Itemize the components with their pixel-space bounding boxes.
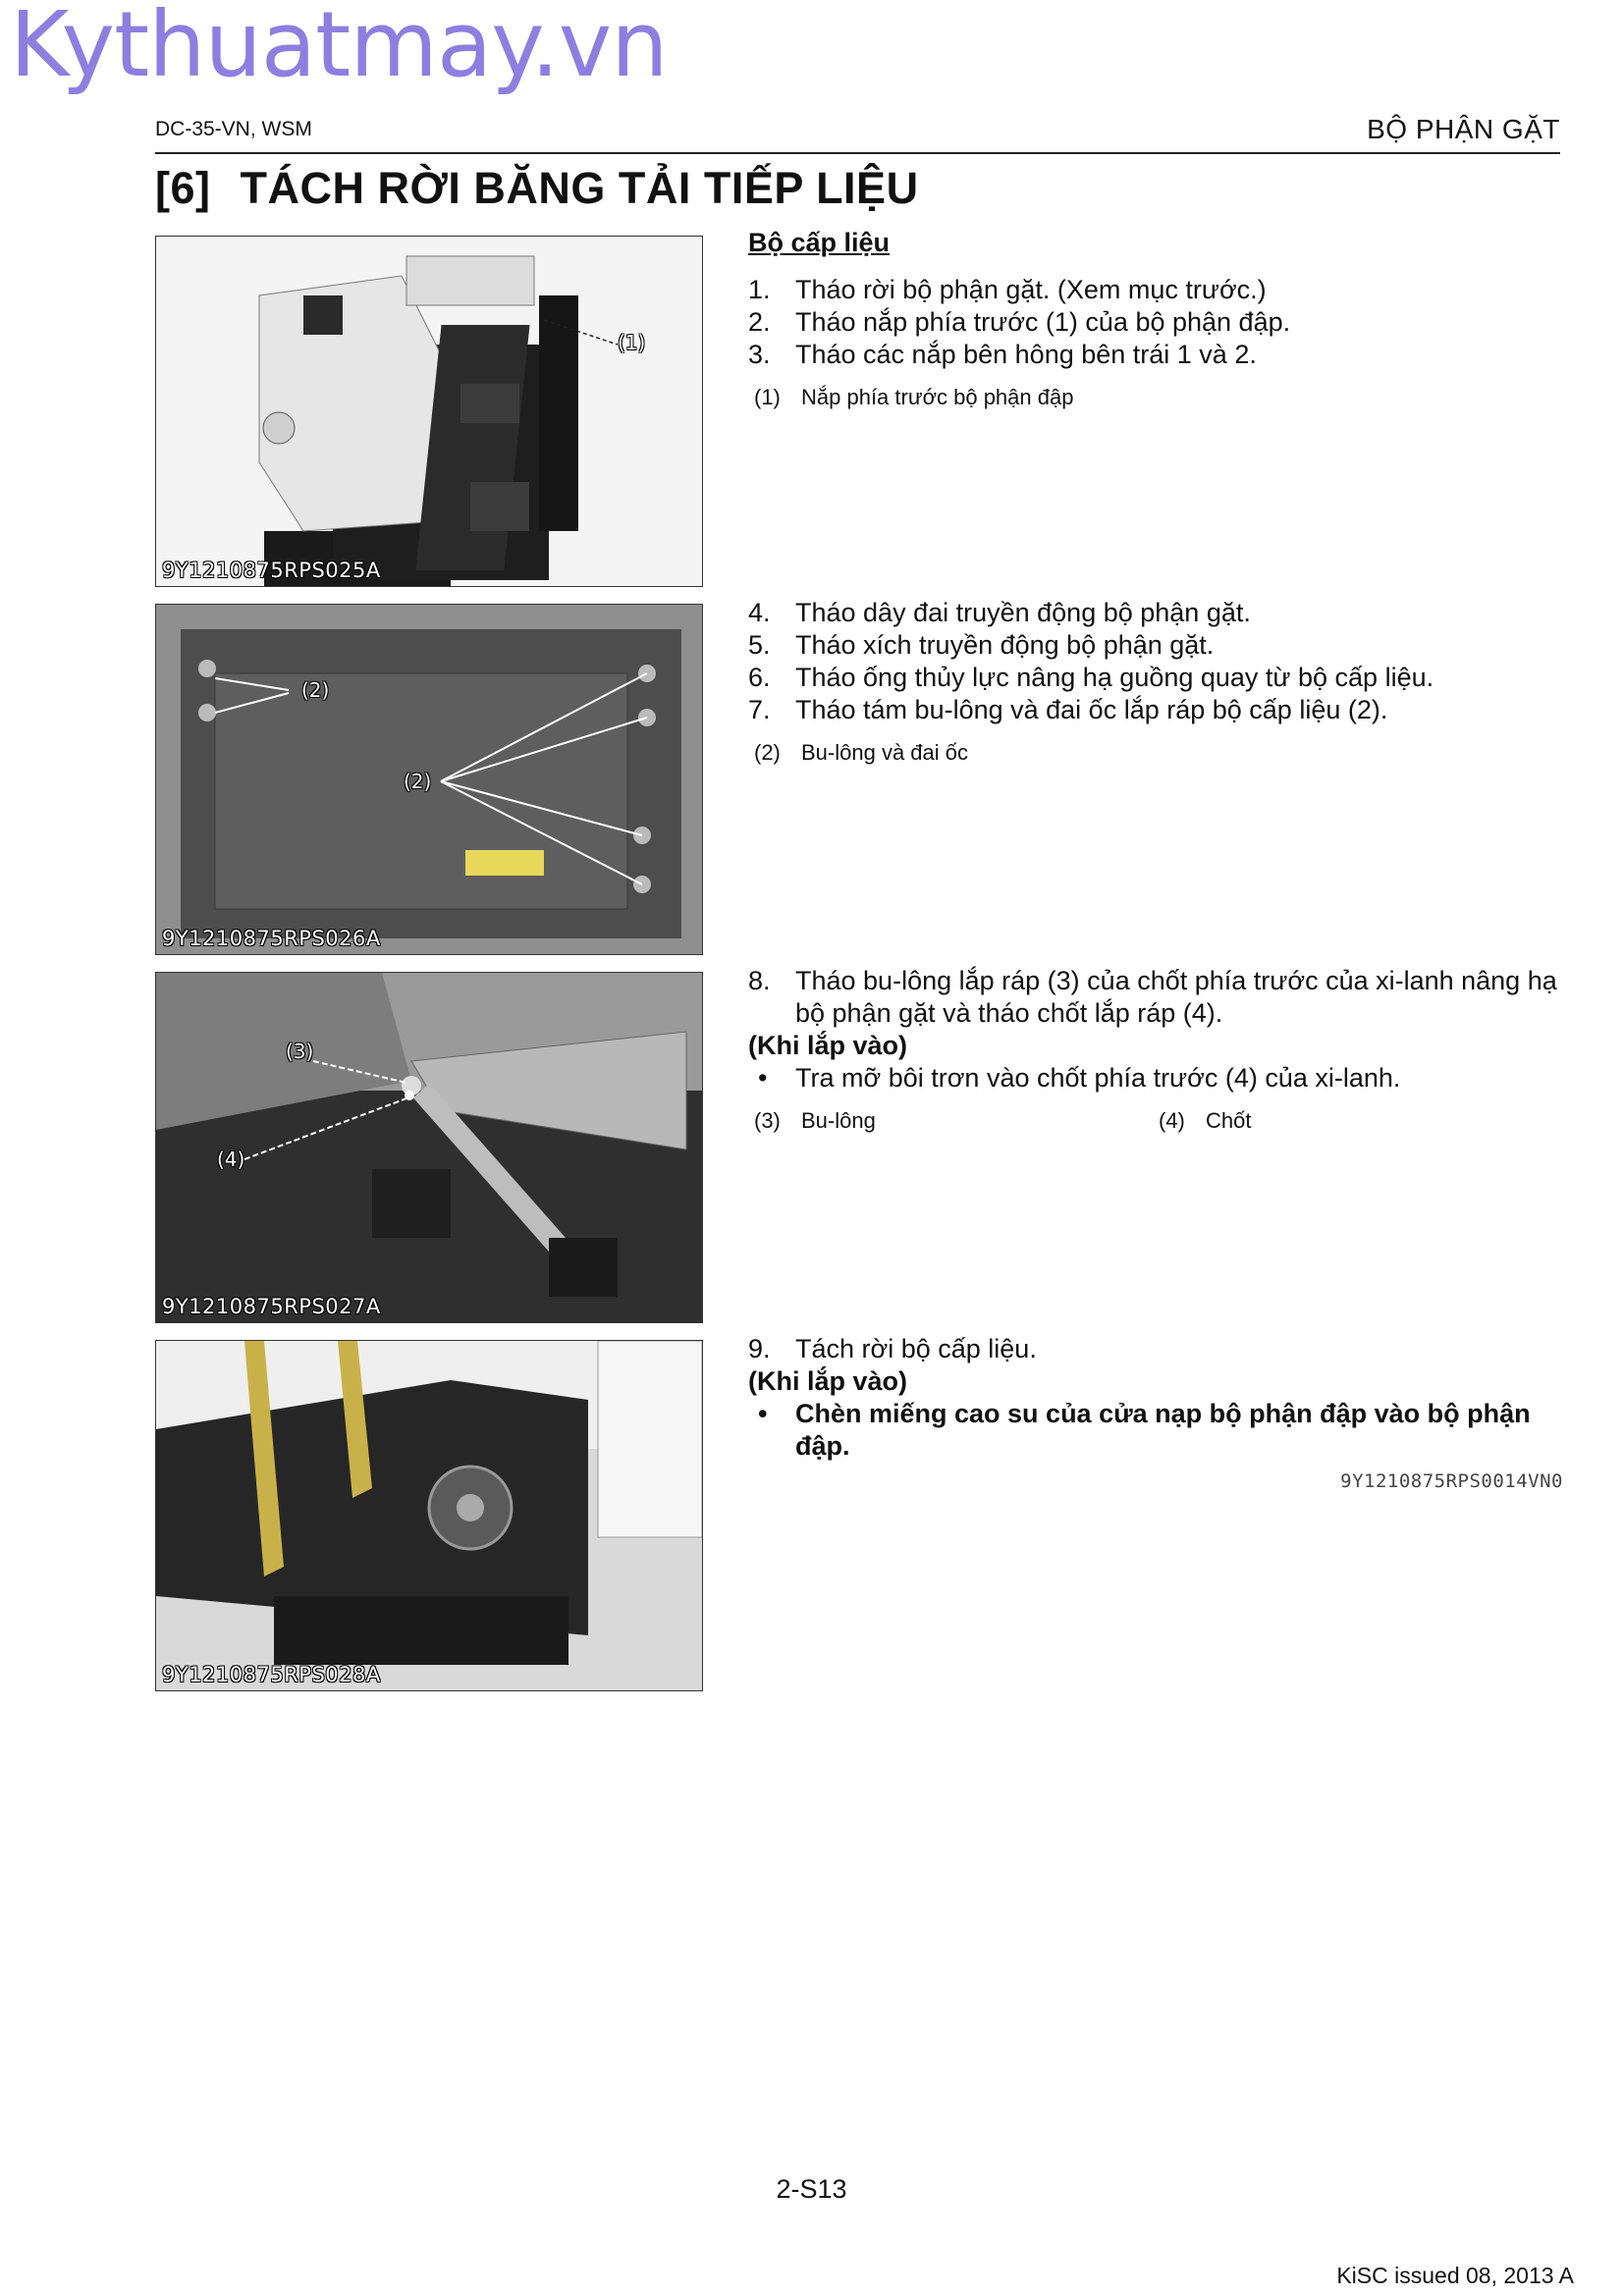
callout-2b: (2) xyxy=(404,770,432,793)
step-list xyxy=(748,965,1563,1030)
section-3 xyxy=(748,965,1563,1134)
step-item: 6. Tháo ống thủy lực nâng hạ guồng quay từ bộ cấp liệu. xyxy=(748,663,1434,692)
issue-note: KiSC issued 08, 2013 A xyxy=(1336,2263,1574,2288)
figure-1-code: 9Y1210875RPS025A xyxy=(162,559,381,582)
step-list xyxy=(748,274,1563,371)
section-2 xyxy=(748,597,1563,766)
bullet-item: • Chèn miếng cao su của cửa nạp bộ phận đập vào bộ phận đập. xyxy=(758,1399,1531,1461)
step-item: 4. Tháo dây đai truyền động bộ phận gặt. xyxy=(748,598,1251,627)
step-item: 3. Tháo các nắp bên hông bên trái 1 và 2. xyxy=(748,340,1257,369)
install-note-heading: (Khi lắp vào) xyxy=(748,1031,908,1060)
section-heading: Bộ cấp liệu xyxy=(748,228,891,257)
step-item: 5. Tháo xích truyền động bộ phận gặt. xyxy=(748,630,1215,660)
watermark-logo: Kythuatmay.vn xyxy=(10,0,668,97)
header-rule xyxy=(155,152,1560,154)
figure-3-code: 9Y1210875RPS027A xyxy=(162,1295,381,1318)
figure-4-photo xyxy=(155,1340,703,1691)
callout-4: (4) xyxy=(217,1148,245,1171)
section-1 xyxy=(748,228,1563,410)
callout-1: (1) xyxy=(618,331,646,354)
legend: (2) Bu-lông và đai ốc xyxy=(754,740,968,765)
figure-1-photo xyxy=(155,236,703,587)
figure-4-code: 9Y1210875RPS028A xyxy=(162,1663,381,1686)
page-title xyxy=(155,163,919,214)
combine-front-illustration xyxy=(156,237,702,586)
section-4 xyxy=(748,1333,1563,1492)
callout-3: (3) xyxy=(286,1040,314,1063)
title-number: [6] xyxy=(155,163,211,213)
figure-2-photo xyxy=(155,604,703,955)
install-note-heading: (Khi lắp vào) xyxy=(748,1366,908,1396)
step-item: 1. Tháo rời bộ phận gặt. (Xem mục trước.) xyxy=(748,275,1267,304)
title-text: TÁCH RỜI BĂNG TẢI TIẾP LIỆU xyxy=(240,163,919,213)
step-item: 8. Tháo bu-lông lắp ráp (3) của chốt phía trước của xi-lanh nâng hạ bộ phận gặt và tháo chốt lắp ráp (4). xyxy=(748,966,1557,1028)
legend: (1) Nắp phía trước bộ phận đập xyxy=(754,385,1074,409)
figure-3-photo xyxy=(155,972,703,1323)
legend: (3) Bu-lông (4) Chốt xyxy=(754,1108,1252,1133)
step-list xyxy=(748,1333,1563,1365)
step-item: 7. Tháo tám bu-lông và đai ốc lắp ráp bộ cấp liệu (2). xyxy=(748,695,1388,724)
header-model: DC-35-VN, WSM xyxy=(155,118,312,140)
step-list xyxy=(748,597,1563,726)
page-number: 2-S13 xyxy=(776,2174,847,2204)
feeder-lifting-illustration xyxy=(156,1341,702,1690)
step-item: 9. Tách rời bộ cấp liệu. xyxy=(748,1334,1037,1363)
header-section: BỘ PHẬN GẶT xyxy=(1367,114,1560,144)
bullet-item: • Tra mỡ bôi trơn vào chốt phía trước (4) của xi-lanh. xyxy=(758,1063,1401,1093)
step-item: 2. Tháo nắp phía trước (1) của bộ phận đập. xyxy=(748,307,1291,337)
figure-2-code: 9Y1210875RPS026A xyxy=(162,927,381,950)
callout-2a: (2) xyxy=(301,678,330,702)
document-code: 9Y1210875RPS0014VN0 xyxy=(1340,1470,1563,1492)
